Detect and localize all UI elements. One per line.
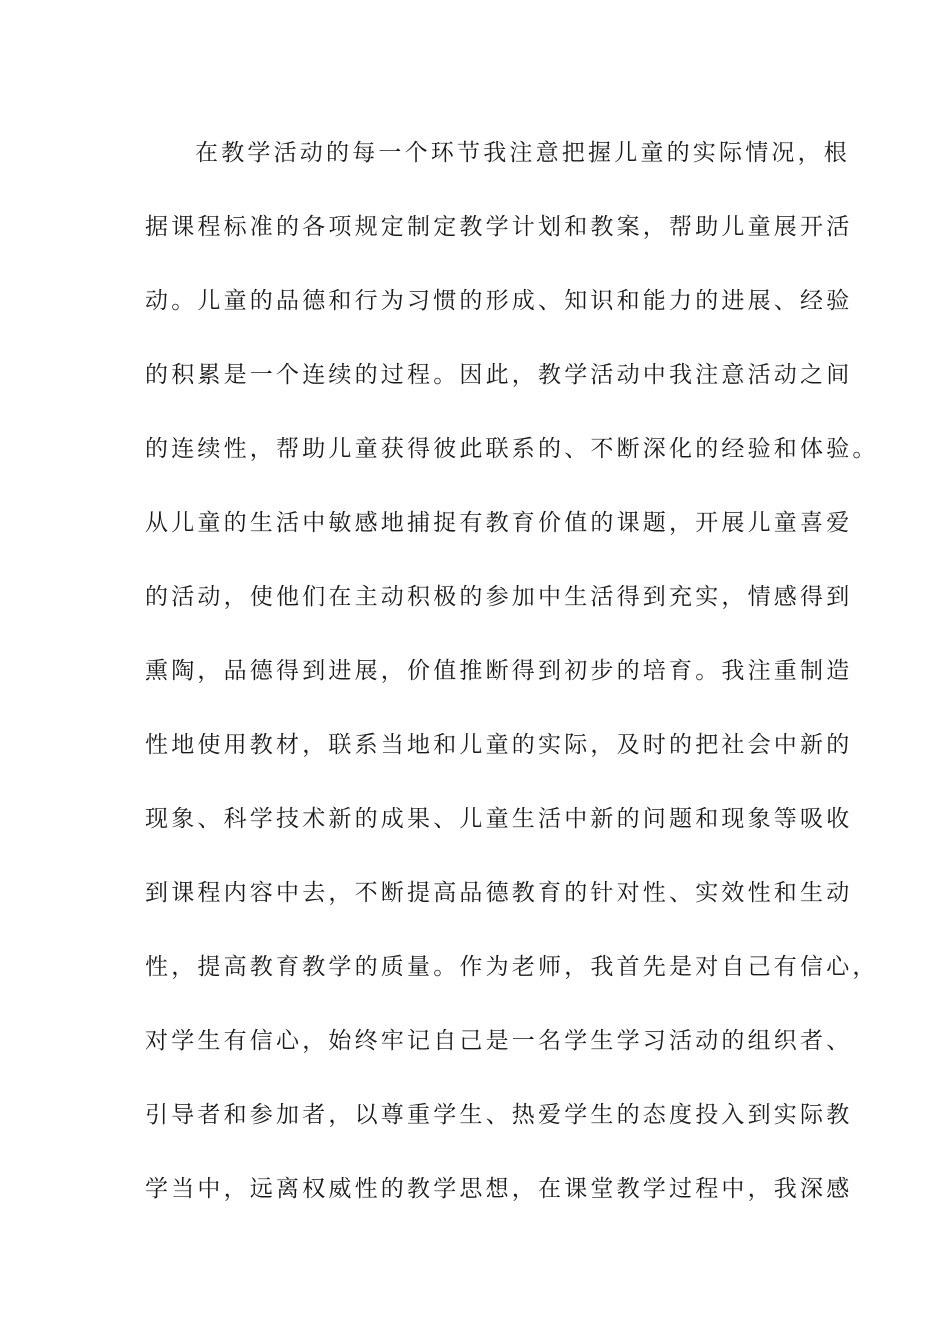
text-line: 的活动，使他们在主动积极的参加中生活得到充实，情感得到 bbox=[145, 584, 853, 610]
text-line: 从儿童的生活中敏感地捕捉有教育价值的课题，开展儿童喜爱 bbox=[145, 510, 853, 536]
text-line: 引导者和参加者，以尊重学生、热爱学生的态度投入到实际教 bbox=[145, 1102, 853, 1128]
text-line: 据课程标准的各项规定制定教学计划和教案，帮助儿童展开活 bbox=[145, 214, 853, 240]
text-line: 的连续性，帮助儿童获得彼此联系的、不断深化的经验和体验。 bbox=[145, 436, 879, 462]
text-line: 性，提高教育教学的质量。作为老师，我首先是对自己有信心， bbox=[145, 954, 879, 980]
text-line: 的积累是一个连续的过程。因此，教学活动中我注意活动之间 bbox=[145, 362, 853, 388]
text-line: 熏陶，品德得到进展，价值推断得到初步的培育。我注重制造 bbox=[145, 658, 853, 684]
text-line: 学当中，远离权威性的教学思想，在课堂教学过程中，我深感 bbox=[145, 1176, 853, 1202]
text-line: 到课程内容中去，不断提高品德教育的针对性、实效性和生动 bbox=[145, 880, 853, 906]
text-line: 在教学活动的每一个环节我注意把握儿童的实际情况，根 bbox=[195, 140, 850, 166]
text-line: 性地使用教材，联系当地和儿童的实际，及时的把社会中新的 bbox=[145, 732, 853, 758]
text-line: 动。儿童的品德和行为习惯的形成、知识和能力的进展、经验 bbox=[145, 288, 853, 314]
text-line: 对学生有信心，始终牢记自己是一名学生学习活动的组织者、 bbox=[145, 1028, 853, 1054]
text-line: 现象、科学技术新的成果、儿童生活中新的问题和现象等吸收 bbox=[145, 806, 853, 832]
